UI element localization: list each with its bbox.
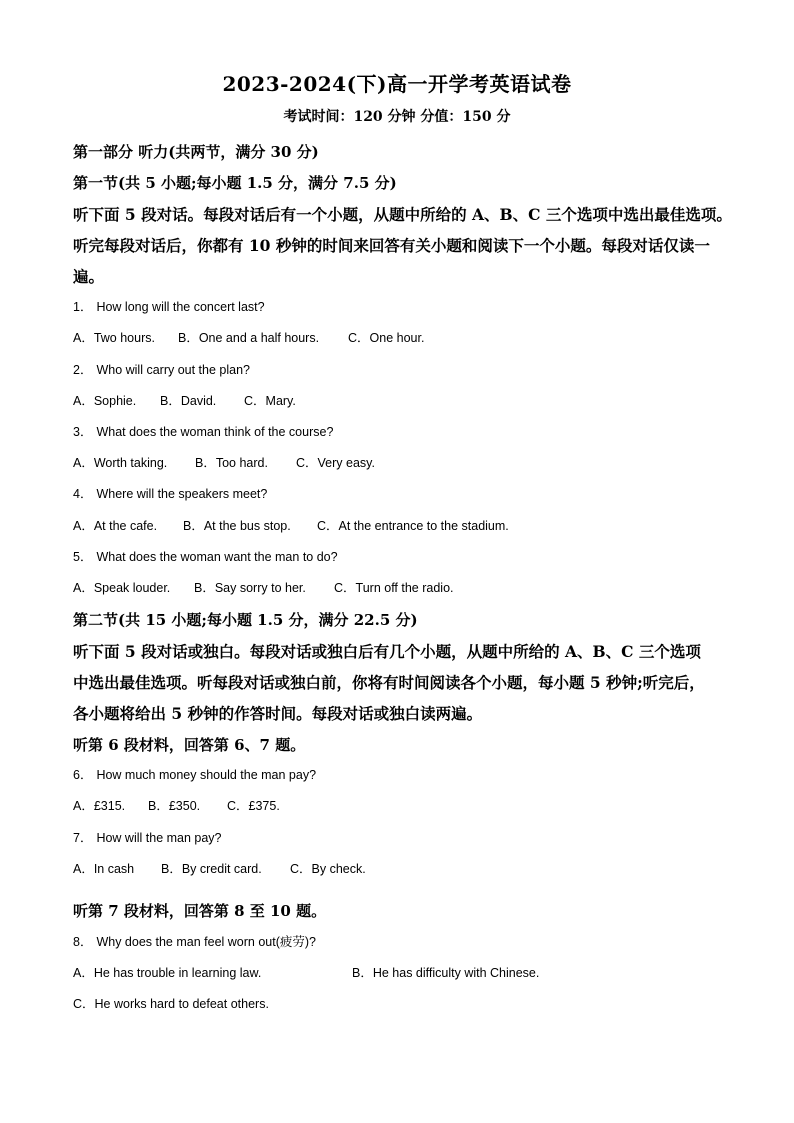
question-5 (73, 547, 338, 565)
option-c: C．At the entrance to the stadium. (317, 519, 509, 533)
option-c: C．He works hard to defeat others. (73, 997, 269, 1011)
question-text: How much money should the man pay? (96, 768, 317, 782)
question-3 (73, 422, 333, 440)
question-number: 7． (73, 831, 93, 845)
option-c: C．Mary. (244, 394, 296, 408)
option-b: B．David. (160, 394, 217, 408)
question-text: How will the man pay? (96, 831, 222, 845)
option-b: B．At the bus stop. (183, 519, 291, 533)
option-b: B．Say sorry to her. (194, 581, 306, 595)
option-b: B．£350. (148, 799, 201, 813)
part1-heading: 第一部分 听力(共两节，满分 30 分) (73, 143, 319, 161)
question-2 (73, 360, 250, 378)
section1-instruction-line: 听完每段对话后，你都有 10 秒钟的时间来回答有关小题和阅读下一个小题。每段对话仅读一 (73, 236, 710, 255)
option-a: A．Worth taking. (73, 456, 168, 470)
option-a: A．Speak louder. (73, 581, 171, 595)
exam-subtitle: 考试时间：120 分钟 分值：150 分 (283, 109, 511, 125)
exam-title: 2023-2024(下)高一开学考英语试卷 (222, 72, 572, 96)
material-6-heading: 听第 6 段材料，回答第 6、7 题。 (73, 736, 306, 754)
question-text: What does the woman think of the course? (96, 425, 334, 439)
option-a: A．Two hours. (73, 331, 155, 345)
section1-instruction-line: 听下面 5 段对话。每段对话后有一个小题，从题中所给的 A、B、C 三个选项中选出最佳选项。 (73, 205, 732, 224)
question-number: 8． (73, 935, 93, 949)
option-a: A．At the cafe. (73, 519, 158, 533)
question-6 (73, 765, 316, 783)
question-number: 5． (73, 550, 93, 564)
question-text: Why does the man feel worn out(疲劳)? (96, 935, 316, 949)
option-b: B．By credit card. (161, 862, 262, 876)
option-a: A．In cash (73, 862, 135, 876)
question-7 (73, 828, 222, 846)
option-c: C．One hour. (348, 331, 425, 345)
question-number: 3． (73, 425, 93, 439)
question-text: What does the woman want the man to do? (96, 550, 338, 564)
section2-instruction-line: 中选出最佳选项。听每段对话或独白前，你将有时间阅读各个小题，每小题 5 秒钟;听完后， (73, 673, 705, 692)
question-1 (73, 297, 265, 315)
question-number: 4． (73, 487, 93, 501)
question-4 (73, 484, 267, 502)
option-a: A．Sophie. (73, 394, 137, 408)
question-text: How long will the concert last? (96, 300, 265, 314)
question-number: 1． (73, 300, 93, 314)
option-c: C．Very easy. (296, 456, 375, 470)
question-text: Where will the speakers meet? (96, 487, 268, 501)
option-b: B．He has difficulty with Chinese. (352, 966, 540, 980)
option-a: A．£315. (73, 799, 126, 813)
option-b: B．One and a half hours. (178, 331, 320, 345)
option-c: C．By check. (290, 862, 366, 876)
option-c: C．Turn off the radio. (334, 581, 454, 595)
section2-heading: 第二节(共 15 小题;每小题 1.5 分，满分 22.5 分) (73, 611, 418, 629)
question-number: 6． (73, 768, 93, 782)
section2-instruction-line: 各小题将给出 5 秒钟的作答时间。每段对话或独白读两遍。 (73, 704, 483, 723)
question-8 (73, 932, 316, 950)
section1-heading: 第一节(共 5 小题;每小题 1.5 分，满分 7.5 分) (73, 174, 397, 192)
question-number: 2． (73, 363, 93, 377)
section2-instruction-line: 听下面 5 段对话或独白。每段对话或独白后有几个小题，从题中所给的 A、B、C 三个选项 (73, 642, 701, 661)
material-7-heading: 听第 7 段材料，回答第 8 至 10 题。 (73, 902, 327, 920)
section1-instruction-line: 遍。 (73, 267, 105, 286)
option-a: A．He has trouble in learning law. (73, 966, 262, 980)
option-b: B．Too hard. (195, 456, 268, 470)
option-c: C．£375. (227, 799, 280, 813)
question-text: Who will carry out the plan? (96, 363, 250, 377)
